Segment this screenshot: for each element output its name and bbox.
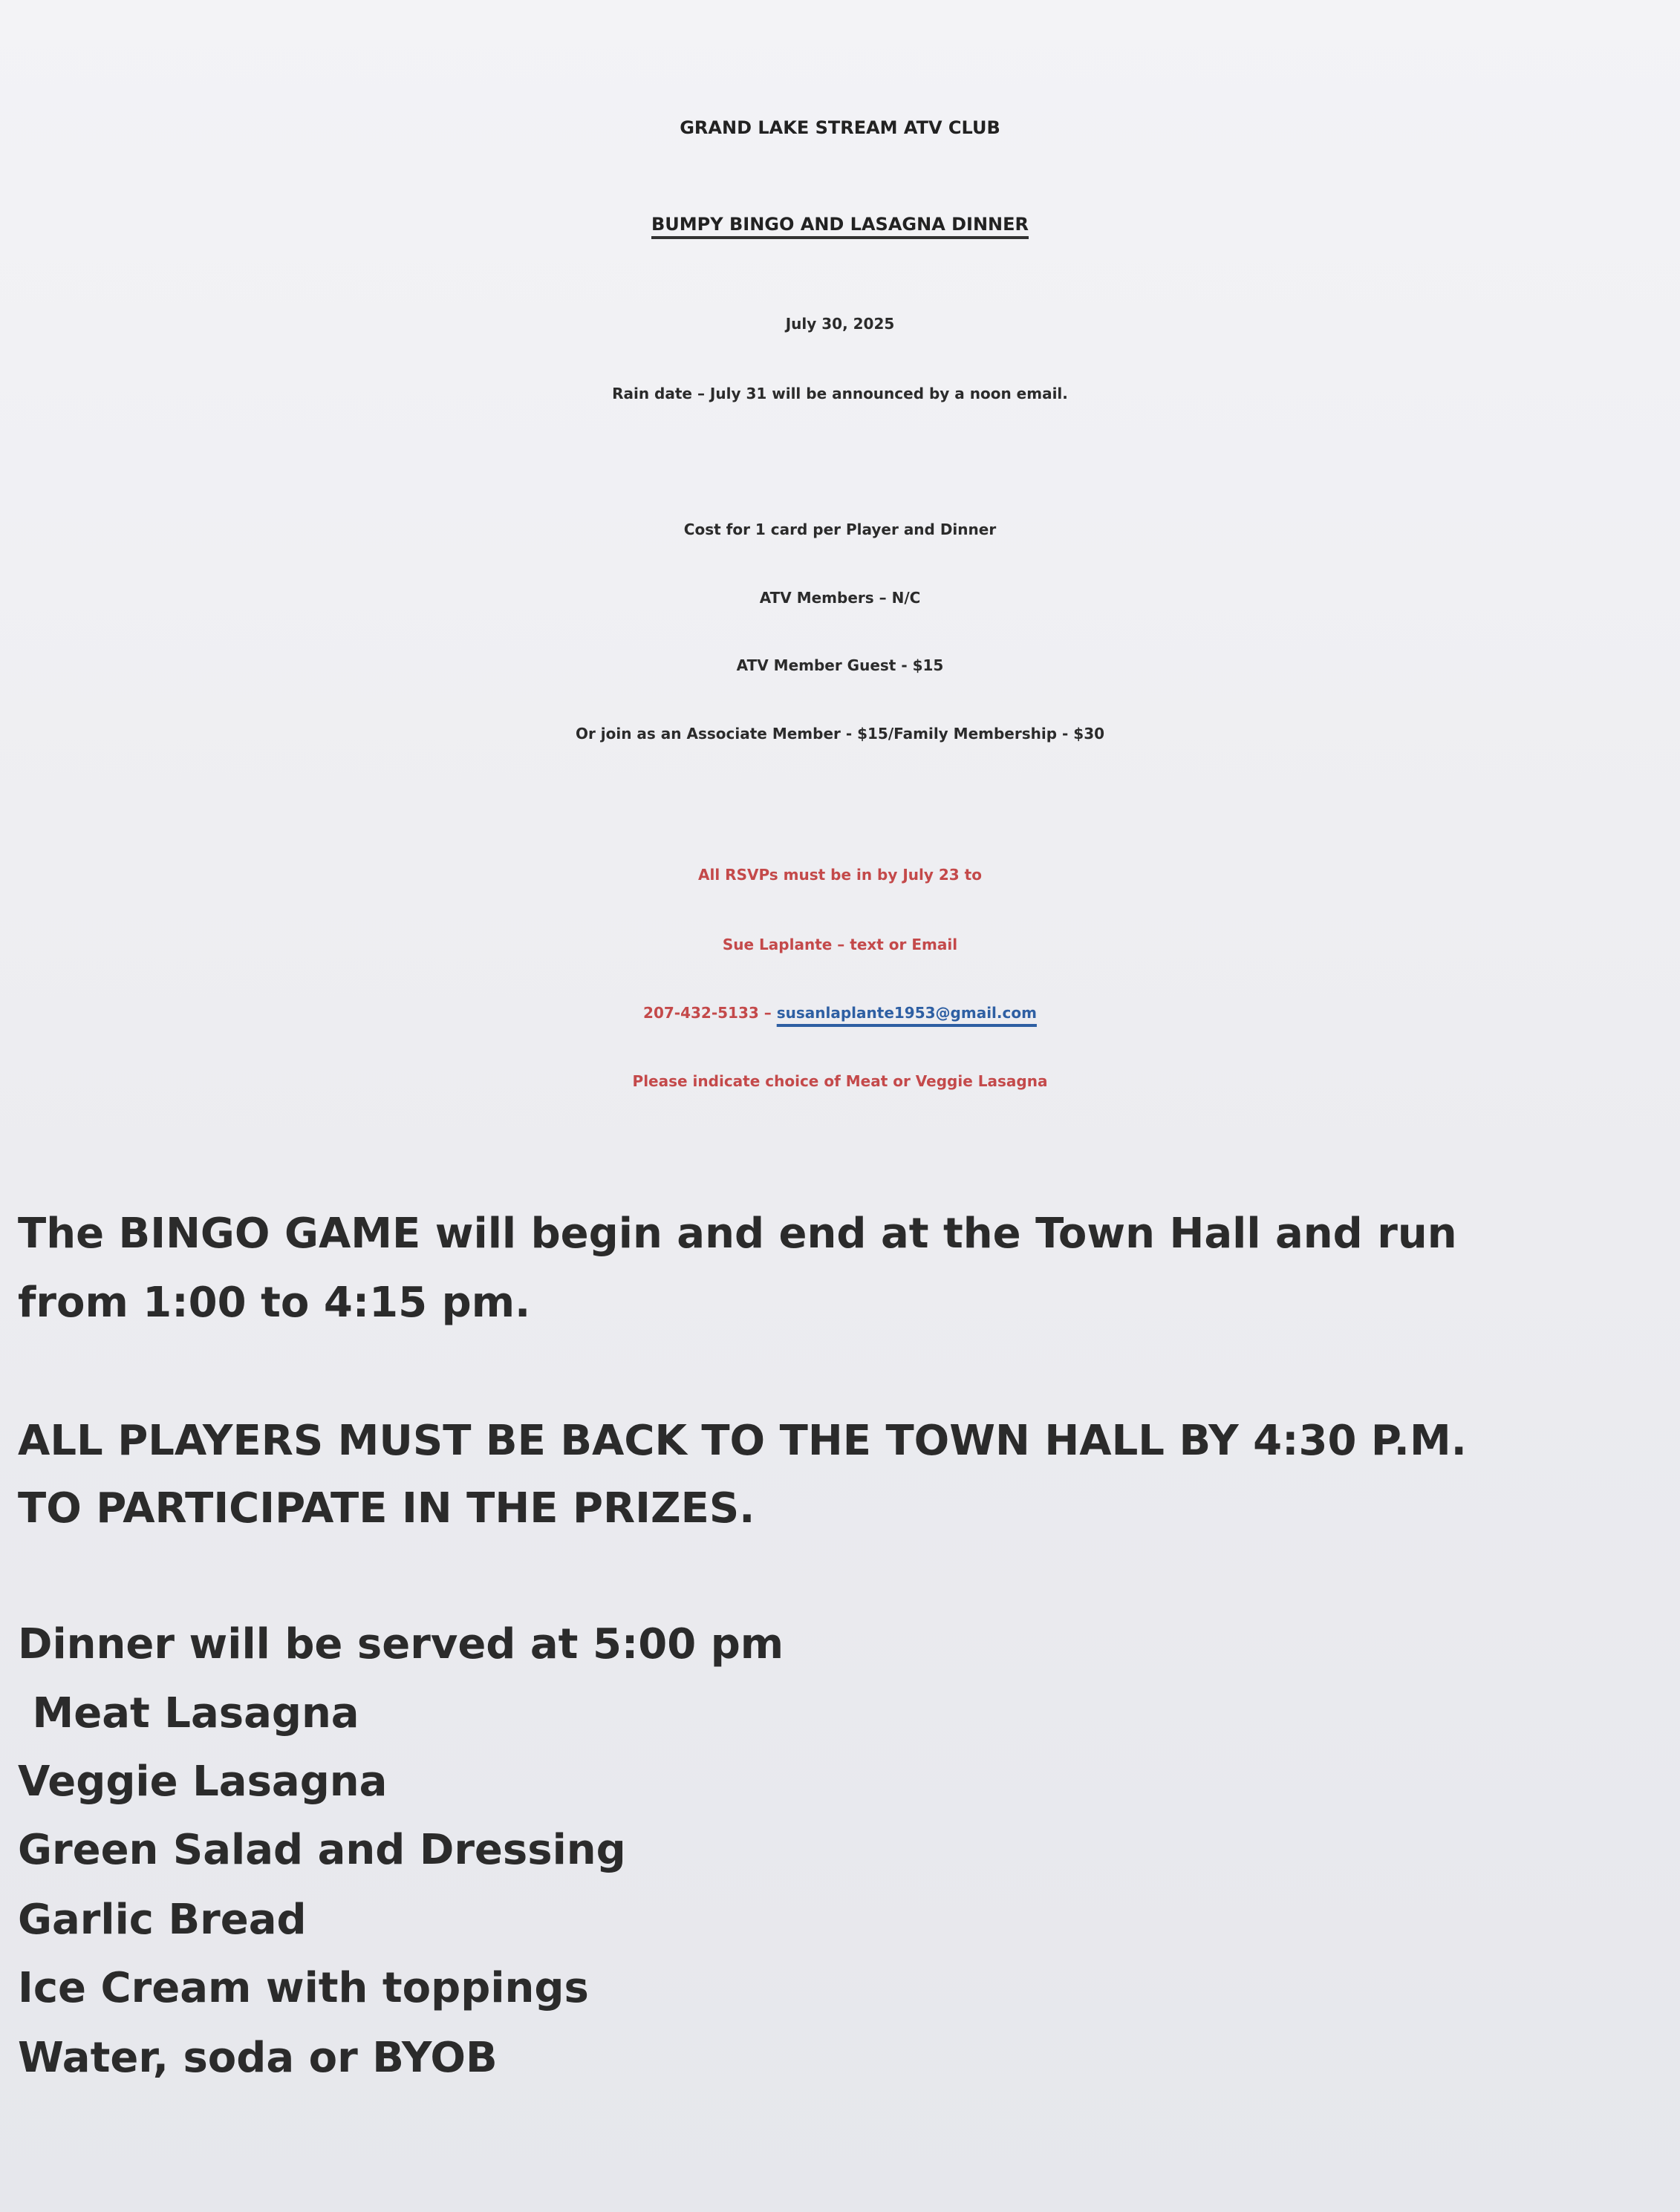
title-event: BUMPY BINGO AND LASAGNA DINNER	[651, 215, 1029, 239]
dinner-item: Veggie Lasagna	[18, 1758, 388, 1806]
dinner-heading: Dinner will be served at 5:00 pm	[18, 1620, 784, 1668]
cost-associate: Or join as an Associate Member - $15/Family Membership - $30	[575, 725, 1105, 743]
title-club: GRAND LAKE STREAM ATV CLUB	[680, 117, 1000, 138]
players-line-2: TO PARTICIPATE IN THE PRIZES.	[18, 1484, 755, 1533]
rsvp-phone-email	[0, 1005, 1680, 1020]
cost-heading: Cost for 1 card per Player and Dinner	[683, 521, 997, 538]
players-line-1: ALL PLAYERS MUST BE BACK TO THE TOWN HALL BY 4:30 P.M.	[18, 1417, 1467, 1465]
cost-members: ATV Members – N/C	[759, 589, 921, 607]
bingo-line-1: The BINGO GAME will begin and end at the Town Hall and run	[18, 1210, 1457, 1258]
bingo-line-2: from 1:00 to 4:15 pm.	[18, 1279, 531, 1327]
dinner-item: Ice Cream with toppings	[18, 1964, 589, 2012]
rsvp-phone: 207-432-5133 –	[643, 1004, 777, 1022]
rsvp-email-link[interactable]: susanlaplante1953@gmail.com	[776, 1004, 1037, 1022]
title-event-wrapper	[0, 215, 1680, 239]
rain-date: Rain date – July 31 will be announced by a noon email.	[612, 385, 1068, 402]
dinner-item: Garlic Bread	[18, 1896, 307, 1944]
dinner-item: Meat Lasagna	[18, 1689, 359, 1738]
event-date: July 30, 2025	[785, 315, 895, 333]
rsvp-deadline: All RSVPs must be in by July 23 to	[698, 866, 982, 884]
dinner-item: Green Salad and Dressing	[18, 1826, 626, 1874]
rsvp-contact: Sue Laplante – text or Email	[722, 936, 958, 953]
rsvp-choice: Please indicate choice of Meat or Veggie Lasagna	[632, 1072, 1048, 1090]
dinner-item: Water, soda or BYOB	[18, 2034, 498, 2082]
cost-member-guest: ATV Member Guest - $15	[736, 656, 944, 674]
